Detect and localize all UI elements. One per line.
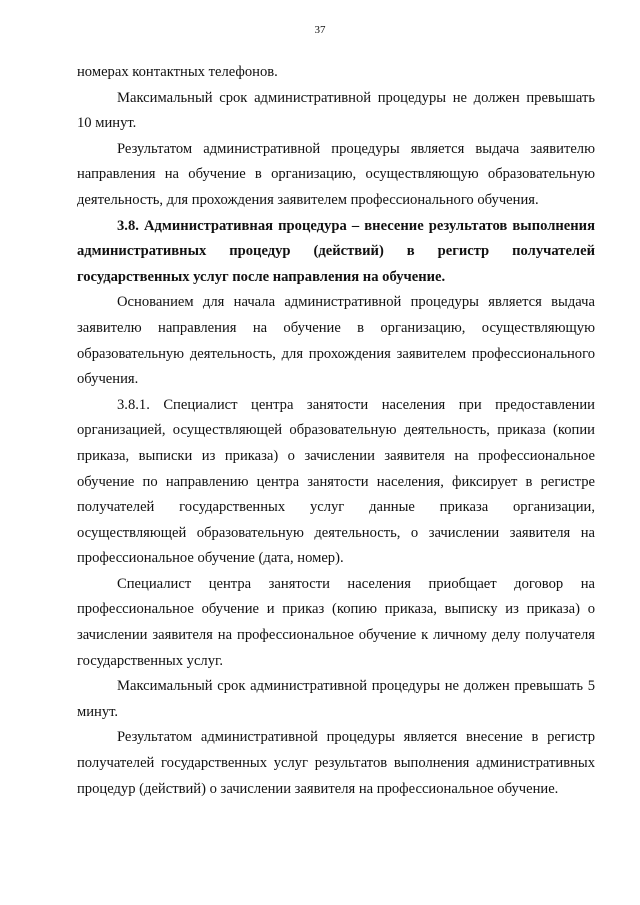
paragraph-max-time-5: Максимальный срок административной процедуры не должен превышать 5 минут. bbox=[77, 678, 595, 720]
paragraph-3-8-1: 3.8.1. Специалист центра занятости населения при предоставлении организацией, осуществляющей образовательную деятельность, приказа (копии приказа, выписки из приказа) о зачислении заявителя на профессиональное обучение по направлению центра занятости населения, фиксирует в регистре получателей государственных услуг данные приказа организации, осуществляющей образовательную деятельность, о зачислении заявителя на профессиональное обучение (дата, номер). bbox=[77, 396, 595, 567]
paragraph-result-register: Результатом административной процедуры является внесение в регистр получателей государственных услуг результатов выполнения административных процедур (действий) о зачислении заявителя на профессиональное обучение. bbox=[77, 729, 595, 797]
paragraph-contact-phones: номерах контактных телефонов. bbox=[77, 64, 278, 80]
paragraph-basis: Основанием для начала административной процедуры является выдача заявителю направления на обучение в организацию, осуществляющую образовательную деятельность, для прохождения заявителем профессионального обучения. bbox=[77, 294, 595, 388]
paragraph-result-referral: Результатом административной процедуры является выдача заявителю направления на обучение в организацию, осуществляющую образовательную деятельность, для прохождения заявителем профессионального обучения. bbox=[77, 140, 595, 208]
paragraph-max-time-10: Максимальный срок административной процедуры не должен превышать 10 минут. bbox=[77, 89, 595, 132]
page-number: 37 bbox=[314, 24, 326, 36]
paragraph-specialist-attaches: Специалист центра занятости населения приобщает договор на профессиональное обучение и приказ (копию приказа, выписку из приказа) о зачислении заявителя на профессиональное обучение к личному делу получателя государственных услуг. bbox=[77, 575, 595, 669]
section-heading-3-8: 3.8. Административная процедура – внесение результатов выполнения административных процедур (действий) в регистр получателей государственных услуг после направления на обучение. bbox=[77, 217, 595, 285]
document-body bbox=[77, 60, 595, 802]
